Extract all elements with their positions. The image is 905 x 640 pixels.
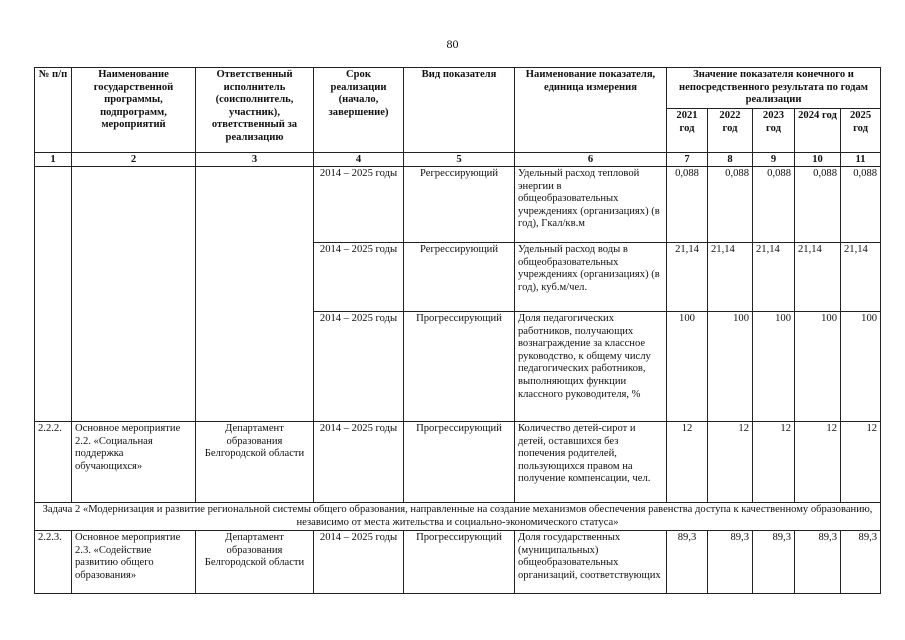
cell-indicator: Количество детей-сирот и детей, оставшихся без попечения родителей, пользующихся правом на получение компенсации, чел. bbox=[515, 422, 667, 503]
indicators-table bbox=[34, 67, 881, 594]
cell-type: Регрессирующий bbox=[404, 167, 515, 243]
cell-value: 100 bbox=[667, 312, 708, 422]
header-year: 2025 год bbox=[841, 109, 881, 153]
table-row bbox=[35, 531, 881, 594]
column-number: 11 bbox=[841, 153, 881, 167]
header-name: Наименование государственной программы, подпрограмм, мероприятий bbox=[72, 68, 196, 153]
cell-value: 100 bbox=[708, 312, 753, 422]
cell-type: Прогрессирующий bbox=[404, 312, 515, 422]
cell-period: 2014 – 2025 годы bbox=[314, 243, 404, 312]
cell-num bbox=[35, 167, 72, 422]
cell-period: 2014 – 2025 годы bbox=[314, 531, 404, 594]
cell-value: 21,14 bbox=[753, 243, 795, 312]
cell-value: 12 bbox=[708, 422, 753, 503]
cell-value: 0,088 bbox=[667, 167, 708, 243]
header-year: 2023 год bbox=[753, 109, 795, 153]
column-number: 2 bbox=[72, 153, 196, 167]
header-period: Срок реализации (начало, завершение) bbox=[314, 68, 404, 153]
cell-value: 89,3 bbox=[841, 531, 881, 594]
column-number: 3 bbox=[196, 153, 314, 167]
cell-value: 100 bbox=[841, 312, 881, 422]
cell-value: 12 bbox=[795, 422, 841, 503]
cell-value: 0,088 bbox=[795, 167, 841, 243]
column-number: 5 bbox=[404, 153, 515, 167]
cell-value: 100 bbox=[753, 312, 795, 422]
header-indicator-name: Наименование показателя, единица измерения bbox=[515, 68, 667, 153]
cell-value: 89,3 bbox=[753, 531, 795, 594]
cell-period: 2014 – 2025 годы bbox=[314, 312, 404, 422]
cell-type: Прогрессирующий bbox=[404, 531, 515, 594]
column-number: 8 bbox=[708, 153, 753, 167]
cell-executor bbox=[196, 167, 314, 422]
header-num: № п/п bbox=[35, 68, 72, 153]
cell-value: 12 bbox=[667, 422, 708, 503]
cell-name bbox=[72, 167, 196, 422]
column-number: 7 bbox=[667, 153, 708, 167]
cell-type: Регрессирующий bbox=[404, 243, 515, 312]
header-executor: Ответственный исполнитель (соисполнитель, участник), ответственный за реализацию bbox=[196, 68, 314, 153]
cell-num: 2.2.3. bbox=[35, 531, 72, 594]
column-number: 10 bbox=[795, 153, 841, 167]
cell-name: Основное мероприятие 2.3. «Содействие развитию общего образования» bbox=[72, 531, 196, 594]
cell-name: Основное мероприятие 2.2. «Социальная поддержка обучающихся» bbox=[72, 422, 196, 503]
task-row bbox=[35, 503, 881, 531]
page-number: 80 bbox=[446, 37, 459, 51]
header-row bbox=[35, 68, 881, 109]
cell-type: Прогрессирующий bbox=[404, 422, 515, 503]
cell-executor: Департамент образования Белгородской области bbox=[196, 422, 314, 503]
header-values-group: Значение показателя конечного и непосредственного результата по годам реализации bbox=[667, 68, 881, 109]
cell-value: 0,088 bbox=[708, 167, 753, 243]
cell-value: 0,088 bbox=[841, 167, 881, 243]
cell-period: 2014 – 2025 годы bbox=[314, 167, 404, 243]
column-number: 4 bbox=[314, 153, 404, 167]
table-row bbox=[35, 422, 881, 503]
header-year: 2022 год bbox=[708, 109, 753, 153]
cell-value: 12 bbox=[841, 422, 881, 503]
cell-period: 2014 – 2025 годы bbox=[314, 422, 404, 503]
cell-indicator: Удельный расход воды в общеобразовательных учреждениях (организациях) (в год), куб.м/чел. bbox=[515, 243, 667, 312]
cell-num: 2.2.2. bbox=[35, 422, 72, 503]
column-number: 6 bbox=[515, 153, 667, 167]
cell-value: 0,088 bbox=[753, 167, 795, 243]
cell-value: 21,14 bbox=[708, 243, 753, 312]
header-indicator-type: Вид показателя bbox=[404, 68, 515, 153]
task-text: Задача 2 «Модернизация и развитие региональной системы общего образования, направленные на создание механизмов обеспечения равенства доступа к качественному образованию, независимо от места жительства и социально-экономического статуса» bbox=[35, 503, 881, 531]
header-year: 2024 год bbox=[795, 109, 841, 153]
cell-value: 21,14 bbox=[795, 243, 841, 312]
column-number: 9 bbox=[753, 153, 795, 167]
cell-value: 89,3 bbox=[795, 531, 841, 594]
column-number: 1 bbox=[35, 153, 72, 167]
cell-value: 21,14 bbox=[841, 243, 881, 312]
cell-value: 12 bbox=[753, 422, 795, 503]
cell-value: 100 bbox=[795, 312, 841, 422]
cell-value: 89,3 bbox=[708, 531, 753, 594]
header-year: 2021 год bbox=[667, 109, 708, 153]
cell-indicator: Доля государственных (муниципальных) общеобразовательных организаций, соответствующих bbox=[515, 531, 667, 594]
cell-indicator: Доля педагогических работников, получающих вознаграждение за классное руководство, к общему числу педагогических работников, выполняющих функции классного руководителя, % bbox=[515, 312, 667, 422]
cell-executor: Департамент образования Белгородской области bbox=[196, 531, 314, 594]
column-numbers-row bbox=[35, 153, 881, 167]
cell-indicator: Удельный расход тепловой энергии в общеобразовательных учреждениях (организациях) (в год), Гкал/кв.м bbox=[515, 167, 667, 243]
cell-value: 21,14 bbox=[667, 243, 708, 312]
table-row bbox=[35, 167, 881, 243]
cell-value: 89,3 bbox=[667, 531, 708, 594]
